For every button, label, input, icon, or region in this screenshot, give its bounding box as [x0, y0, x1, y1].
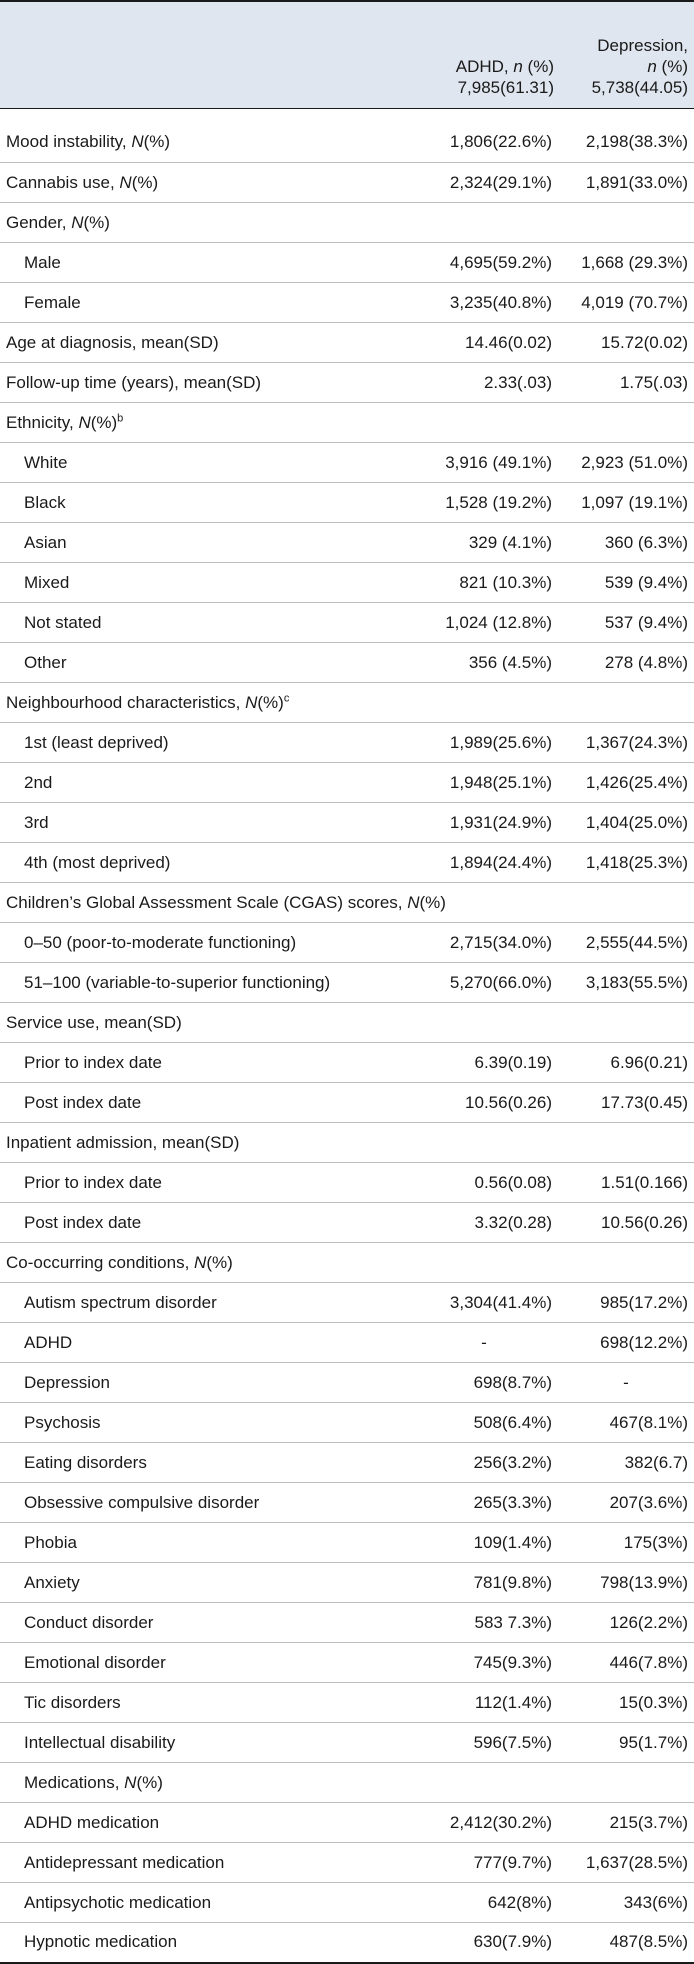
table-row-sub	[0, 1283, 694, 1323]
row-label	[0, 1683, 410, 1723]
row-label	[0, 1083, 410, 1123]
table-row	[0, 203, 694, 243]
row-label-text: Not stated	[24, 612, 102, 632]
row-label-text: Inpatient admission, mean(SD)	[6, 1132, 240, 1152]
row-value-adhd: 777(9.7%)	[410, 1843, 558, 1883]
row-label-text: ADHD medication	[24, 1812, 160, 1832]
row-value-adhd: 2,412(30.2%)	[410, 1803, 558, 1843]
row-value-adhd: 2,715(34.0%)	[410, 923, 558, 963]
header-adhd-name: ADHD,	[455, 56, 514, 76]
table-row	[0, 1243, 694, 1283]
row-label-text: Eating disorders	[24, 1452, 147, 1472]
row-label-text: White	[24, 452, 68, 472]
row-label-text: Asian	[24, 532, 67, 552]
row-label-unit: N	[131, 132, 144, 152]
table-row-sub	[0, 1603, 694, 1643]
row-value-depression: 207(3.6%)	[558, 1483, 694, 1523]
row-label	[0, 1923, 410, 1963]
row-label-text: Neighbourhood characteristics,	[6, 692, 246, 712]
row-label	[0, 1363, 410, 1403]
row-value-depression: 1,367(24.3%)	[558, 723, 694, 763]
row-value-adhd: 1,989(25.6%)	[410, 723, 558, 763]
row-value-depression: 2,923 (51.0%)	[558, 443, 694, 483]
row-label	[0, 123, 410, 163]
row-label-text: Cannabis use,	[6, 172, 120, 192]
row-label-text: 4th (most deprived)	[24, 852, 171, 872]
row-value-depression: 1,418(25.3%)	[558, 843, 694, 883]
table-row-sub	[0, 1363, 694, 1403]
row-label-text: Antipsychotic medication	[24, 1892, 212, 1912]
row-label-text: Co-occurring conditions,	[6, 1252, 195, 1272]
row-value-depression: 175(3%)	[558, 1523, 694, 1563]
row-value-adhd: 2.33(.03)	[410, 363, 558, 403]
table-row-sub	[0, 443, 694, 483]
table-row-sub	[0, 1403, 694, 1443]
header-adhd-pct: (%)	[522, 56, 554, 76]
row-value-adhd: 3,304(41.4%)	[410, 1283, 558, 1323]
row-label	[0, 1643, 410, 1683]
row-label	[0, 323, 410, 363]
row-value-depression: 1,426(25.4%)	[558, 763, 694, 803]
row-label-unit: N	[245, 692, 258, 712]
row-label	[0, 763, 410, 803]
header-depression-pct: (%)	[656, 56, 688, 76]
row-label	[0, 403, 410, 443]
row-value-adhd: 265(3.3%)	[410, 1483, 558, 1523]
row-value-depression: 15(0.3%)	[558, 1683, 694, 1723]
row-value-adhd: 698(8.7%)	[410, 1363, 558, 1403]
row-label-unit-suffix: (%)	[83, 212, 110, 232]
row-label	[0, 1883, 410, 1923]
row-label-unit-suffix: (%)	[143, 132, 171, 152]
row-label-unit-suffix: (%)	[419, 892, 446, 912]
row-label	[0, 683, 410, 723]
row-label-text: 1st (least deprived)	[24, 732, 169, 752]
row-label-text: 0–50 (poor-to-moderate functioning)	[24, 932, 297, 952]
row-label-text: Emotional disorder	[24, 1652, 166, 1672]
row-value-adhd: 3,235(40.8%)	[410, 283, 558, 323]
row-label	[0, 1483, 410, 1523]
row-value-depression: 487(8.5%)	[558, 1923, 694, 1963]
row-value-adhd: 1,931(24.9%)	[410, 803, 558, 843]
table-row-sub	[0, 1523, 694, 1563]
row-label-text: Mood instability,	[6, 132, 132, 152]
row-label	[0, 523, 410, 563]
header-adhd-total: 7,985(61.31)	[457, 77, 554, 97]
row-value-adhd: 1,024 (12.8%)	[410, 603, 558, 643]
table-row-sub	[0, 1043, 694, 1083]
row-label-unit: N	[124, 1772, 137, 1792]
table-row-sub	[0, 1163, 694, 1203]
row-label-unit-suffix: (%)	[206, 1252, 233, 1272]
header-adhd-n: n	[513, 56, 523, 76]
table-row-sub	[0, 803, 694, 843]
row-value-adhd	[410, 203, 558, 243]
table-row	[0, 1123, 694, 1163]
row-label-unit: N	[119, 172, 132, 192]
row-label	[0, 723, 410, 763]
row-value-depression: 3,183(55.5%)	[558, 963, 694, 1003]
table-row-sub	[0, 563, 694, 603]
row-value-adhd: 5,270(66.0%)	[410, 963, 558, 1003]
row-value-adhd: 109(1.4%)	[410, 1523, 558, 1563]
row-value-adhd: 10.56(0.26)	[410, 1083, 558, 1123]
row-value-depression: 446(7.8%)	[558, 1643, 694, 1683]
row-label	[0, 1163, 410, 1203]
row-label	[0, 1523, 410, 1563]
table-row	[0, 123, 694, 163]
row-value-adhd: 112(1.4%)	[410, 1683, 558, 1723]
row-label	[0, 283, 410, 323]
row-label-text: Conduct disorder	[24, 1612, 154, 1632]
row-label-text: Age at diagnosis, mean(SD)	[6, 332, 219, 352]
header-adhd-line1	[416, 56, 554, 77]
row-value-depression	[558, 203, 694, 243]
row-value-depression: 1,097 (19.1%)	[558, 483, 694, 523]
row-label-text: Depression	[24, 1372, 110, 1392]
row-label	[0, 1403, 410, 1443]
row-label-text: Medications,	[24, 1772, 125, 1792]
header-depression-line2	[564, 56, 688, 77]
header-depression-name: Depression,	[597, 35, 688, 55]
row-label-text: Mixed	[24, 572, 70, 592]
table-row-sub	[0, 1803, 694, 1843]
row-label-text: Psychosis	[24, 1412, 101, 1432]
row-value-depression: 698(12.2%)	[558, 1323, 694, 1363]
row-label	[0, 563, 410, 603]
row-value-depression: 17.73(0.45)	[558, 1083, 694, 1123]
row-label-text: 51–100 (variable-to-superior functioning)	[24, 972, 331, 992]
row-value-depression: 2,198(38.3%)	[558, 123, 694, 163]
header-depression	[558, 1, 694, 108]
row-value-adhd: -	[410, 1323, 558, 1363]
row-value-depression	[558, 1123, 694, 1163]
row-value-adhd: 0.56(0.08)	[410, 1163, 558, 1203]
row-label-text: Children’s Global Assessment Scale (CGAS) scores,	[6, 892, 408, 912]
row-label	[0, 1843, 410, 1883]
row-label	[0, 843, 410, 883]
row-value-adhd	[410, 683, 558, 723]
row-label-text: Gender,	[6, 212, 72, 232]
row-label-unit-suffix: (%)	[90, 412, 118, 432]
row-label	[0, 483, 410, 523]
row-label-text: Ethnicity,	[6, 412, 79, 432]
table-header	[0, 1, 694, 108]
row-value-depression	[558, 1003, 694, 1043]
table-row-sub	[0, 283, 694, 323]
header-adhd	[410, 1, 558, 108]
row-label	[0, 643, 410, 683]
row-value-adhd: 4,695(59.2%)	[410, 243, 558, 283]
row-value-depression: 1,668 (29.3%)	[558, 243, 694, 283]
row-value-depression: 126(2.2%)	[558, 1603, 694, 1643]
row-label-text: ADHD	[24, 1332, 73, 1352]
row-label	[0, 803, 410, 843]
row-value-adhd	[410, 1003, 558, 1043]
row-value-adhd: 1,806(22.6%)	[410, 123, 558, 163]
row-label-text: Anxiety	[24, 1572, 80, 1592]
row-label-text: Black	[24, 492, 66, 512]
table-row	[0, 403, 694, 443]
table-row-sub	[0, 1923, 694, 1963]
row-label-unit: N	[407, 892, 420, 912]
row-label	[0, 163, 410, 203]
row-value-depression: 1.75(.03)	[558, 363, 694, 403]
row-label	[0, 1283, 410, 1323]
row-label-unit-suffix: (%)	[136, 1772, 163, 1792]
row-label	[0, 1443, 410, 1483]
row-value-depression: 1,637(28.5%)	[558, 1843, 694, 1883]
row-value-depression: 2,555(44.5%)	[558, 923, 694, 963]
row-label	[0, 1603, 410, 1643]
row-value-adhd: 596(7.5%)	[410, 1723, 558, 1763]
row-value-depression: 360 (6.3%)	[558, 523, 694, 563]
row-label-text: 2nd	[24, 772, 53, 792]
row-value-depression: 10.56(0.26)	[558, 1203, 694, 1243]
row-value-adhd: 1,528 (19.2%)	[410, 483, 558, 523]
row-value-depression: 1,404(25.0%)	[558, 803, 694, 843]
row-value-depression: 4,019 (70.7%)	[558, 283, 694, 323]
row-label-unit-suffix: (%)	[257, 692, 284, 712]
row-value-adhd: 1,894(24.4%)	[410, 843, 558, 883]
row-label	[0, 1123, 410, 1163]
row-label-text: Autism spectrum disorder	[24, 1292, 217, 1312]
row-value-depression: 278 (4.8%)	[558, 643, 694, 683]
table-row-sub	[0, 243, 694, 283]
row-value-depression: 343(6%)	[558, 1883, 694, 1923]
table-row-sub	[0, 1883, 694, 1923]
row-value-adhd: 256(3.2%)	[410, 1443, 558, 1483]
row-label-unit: N	[78, 412, 91, 432]
row-label	[0, 1763, 410, 1803]
table-row-sub	[0, 843, 694, 883]
table-row-sub	[0, 603, 694, 643]
row-label-text: Phobia	[24, 1532, 77, 1552]
table-row	[0, 323, 694, 363]
row-label-text: Male	[24, 252, 61, 272]
row-value-adhd: 6.39(0.19)	[410, 1043, 558, 1083]
row-value-depression: 382(6.7)	[558, 1443, 694, 1483]
table-row-sub	[0, 523, 694, 563]
row-label	[0, 923, 410, 963]
row-value-adhd: 1,948(25.1%)	[410, 763, 558, 803]
header-depression-n: n	[647, 56, 657, 76]
table-row-sub	[0, 1203, 694, 1243]
row-label-text: Hypnotic medication	[24, 1932, 178, 1952]
row-value-adhd: 508(6.4%)	[410, 1403, 558, 1443]
table-row	[0, 1003, 694, 1043]
header-blank-cell	[0, 1, 410, 108]
row-value-depression: 985(17.2%)	[558, 1283, 694, 1323]
header-depression-total: 5,738(44.05)	[591, 77, 688, 97]
table-row-sub	[0, 1723, 694, 1763]
row-value-adhd	[410, 1123, 558, 1163]
table-body	[0, 108, 694, 1963]
row-value-adhd: 329 (4.1%)	[410, 523, 558, 563]
row-label	[0, 603, 410, 643]
row-label	[0, 1723, 410, 1763]
row-value-adhd: 14.46(0.02)	[410, 323, 558, 363]
row-label-text: Intellectual disability	[24, 1732, 176, 1752]
row-label	[0, 883, 446, 923]
row-label	[0, 1243, 410, 1283]
row-label	[0, 443, 410, 483]
row-value-adhd: 781(9.8%)	[410, 1563, 558, 1603]
row-label	[0, 1563, 410, 1603]
row-value-adhd: 2,324(29.1%)	[410, 163, 558, 203]
row-value-adhd	[410, 1763, 558, 1803]
table-row-sub	[0, 963, 694, 1003]
table-row	[0, 683, 694, 723]
row-label-text: 3rd	[24, 812, 49, 832]
header-spacer	[0, 108, 694, 123]
row-label-text: Obsessive compulsive disorder	[24, 1492, 260, 1512]
row-value-depression	[558, 683, 694, 723]
row-label	[0, 1803, 410, 1843]
table-row-sub	[0, 1083, 694, 1123]
row-label	[0, 1203, 410, 1243]
row-value-depression: 6.96(0.21)	[558, 1043, 694, 1083]
row-label	[0, 963, 410, 1003]
table-row-sub	[0, 1443, 694, 1483]
row-value-adhd: 356 (4.5%)	[410, 643, 558, 683]
row-label-unit: N	[194, 1252, 207, 1272]
row-value-depression	[558, 883, 694, 923]
row-label	[0, 1003, 410, 1043]
table-row-sub	[0, 923, 694, 963]
row-label	[0, 203, 410, 243]
row-label-unit-suffix: (%)	[131, 172, 159, 192]
table-row-sub	[0, 643, 694, 683]
row-label-text: Other	[24, 652, 67, 672]
table-row-sub	[0, 483, 694, 523]
table-row-sub	[0, 723, 694, 763]
row-label	[0, 363, 410, 403]
row-value-depression	[558, 1763, 694, 1803]
row-value-depression: -	[558, 1363, 694, 1403]
row-label-text: Post index date	[24, 1212, 142, 1232]
table-row-sub	[0, 1683, 694, 1723]
table-row-sub	[0, 763, 694, 803]
header-row	[0, 1, 694, 108]
row-value-adhd: 3,916 (49.1%)	[410, 443, 558, 483]
row-label	[0, 1043, 410, 1083]
row-label-text: Service use, mean(SD)	[6, 1012, 182, 1032]
row-value-adhd: 642(8%)	[410, 1883, 558, 1923]
row-label-text: Follow-up time (years), mean(SD)	[6, 372, 262, 392]
table-row-sub	[0, 1563, 694, 1603]
row-value-adhd: 745(9.3%)	[410, 1643, 558, 1683]
row-value-adhd: 583 7.3%)	[410, 1603, 558, 1643]
table-row-sub	[0, 1483, 694, 1523]
row-label-text: Female	[24, 292, 81, 312]
table-row	[0, 883, 694, 923]
row-value-adhd: 3.32(0.28)	[410, 1203, 558, 1243]
row-value-depression: 15.72(0.02)	[558, 323, 694, 363]
row-value-depression: 215(3.7%)	[558, 1803, 694, 1843]
row-value-adhd: 821 (10.3%)	[410, 563, 558, 603]
row-value-depression	[558, 1243, 694, 1283]
row-value-depression: 467(8.1%)	[558, 1403, 694, 1443]
row-value-depression: 95(1.7%)	[558, 1723, 694, 1763]
table-row-sub	[0, 1643, 694, 1683]
row-value-depression: 537 (9.4%)	[558, 603, 694, 643]
row-value-adhd	[410, 403, 558, 443]
row-value-depression: 798(13.9%)	[558, 1563, 694, 1603]
row-label-text: Prior to index date	[24, 1052, 162, 1072]
row-label-text: Post index date	[24, 1092, 142, 1112]
row-value-depression: 1,891(33.0%)	[558, 163, 694, 203]
row-value-adhd: 630(7.9%)	[410, 1923, 558, 1963]
row-label-text: Tic disorders	[24, 1692, 121, 1712]
row-label	[0, 1323, 410, 1363]
table-row-sub	[0, 1323, 694, 1363]
row-value-adhd	[410, 1243, 558, 1283]
row-value-depression: 539 (9.4%)	[558, 563, 694, 603]
row-label-text: Antidepressant medication	[24, 1852, 225, 1872]
table-row-sub	[0, 1763, 694, 1803]
row-label-footnote: b	[117, 411, 124, 424]
row-label-unit: N	[71, 212, 84, 232]
row-label-footnote: c	[283, 691, 290, 704]
table-row-sub	[0, 1843, 694, 1883]
row-label-text: Prior to index date	[24, 1172, 162, 1192]
row-value-depression: 1.51(0.166)	[558, 1163, 694, 1203]
row-value-depression	[558, 403, 694, 443]
table-row	[0, 363, 694, 403]
row-label	[0, 243, 410, 283]
table-row	[0, 163, 694, 203]
